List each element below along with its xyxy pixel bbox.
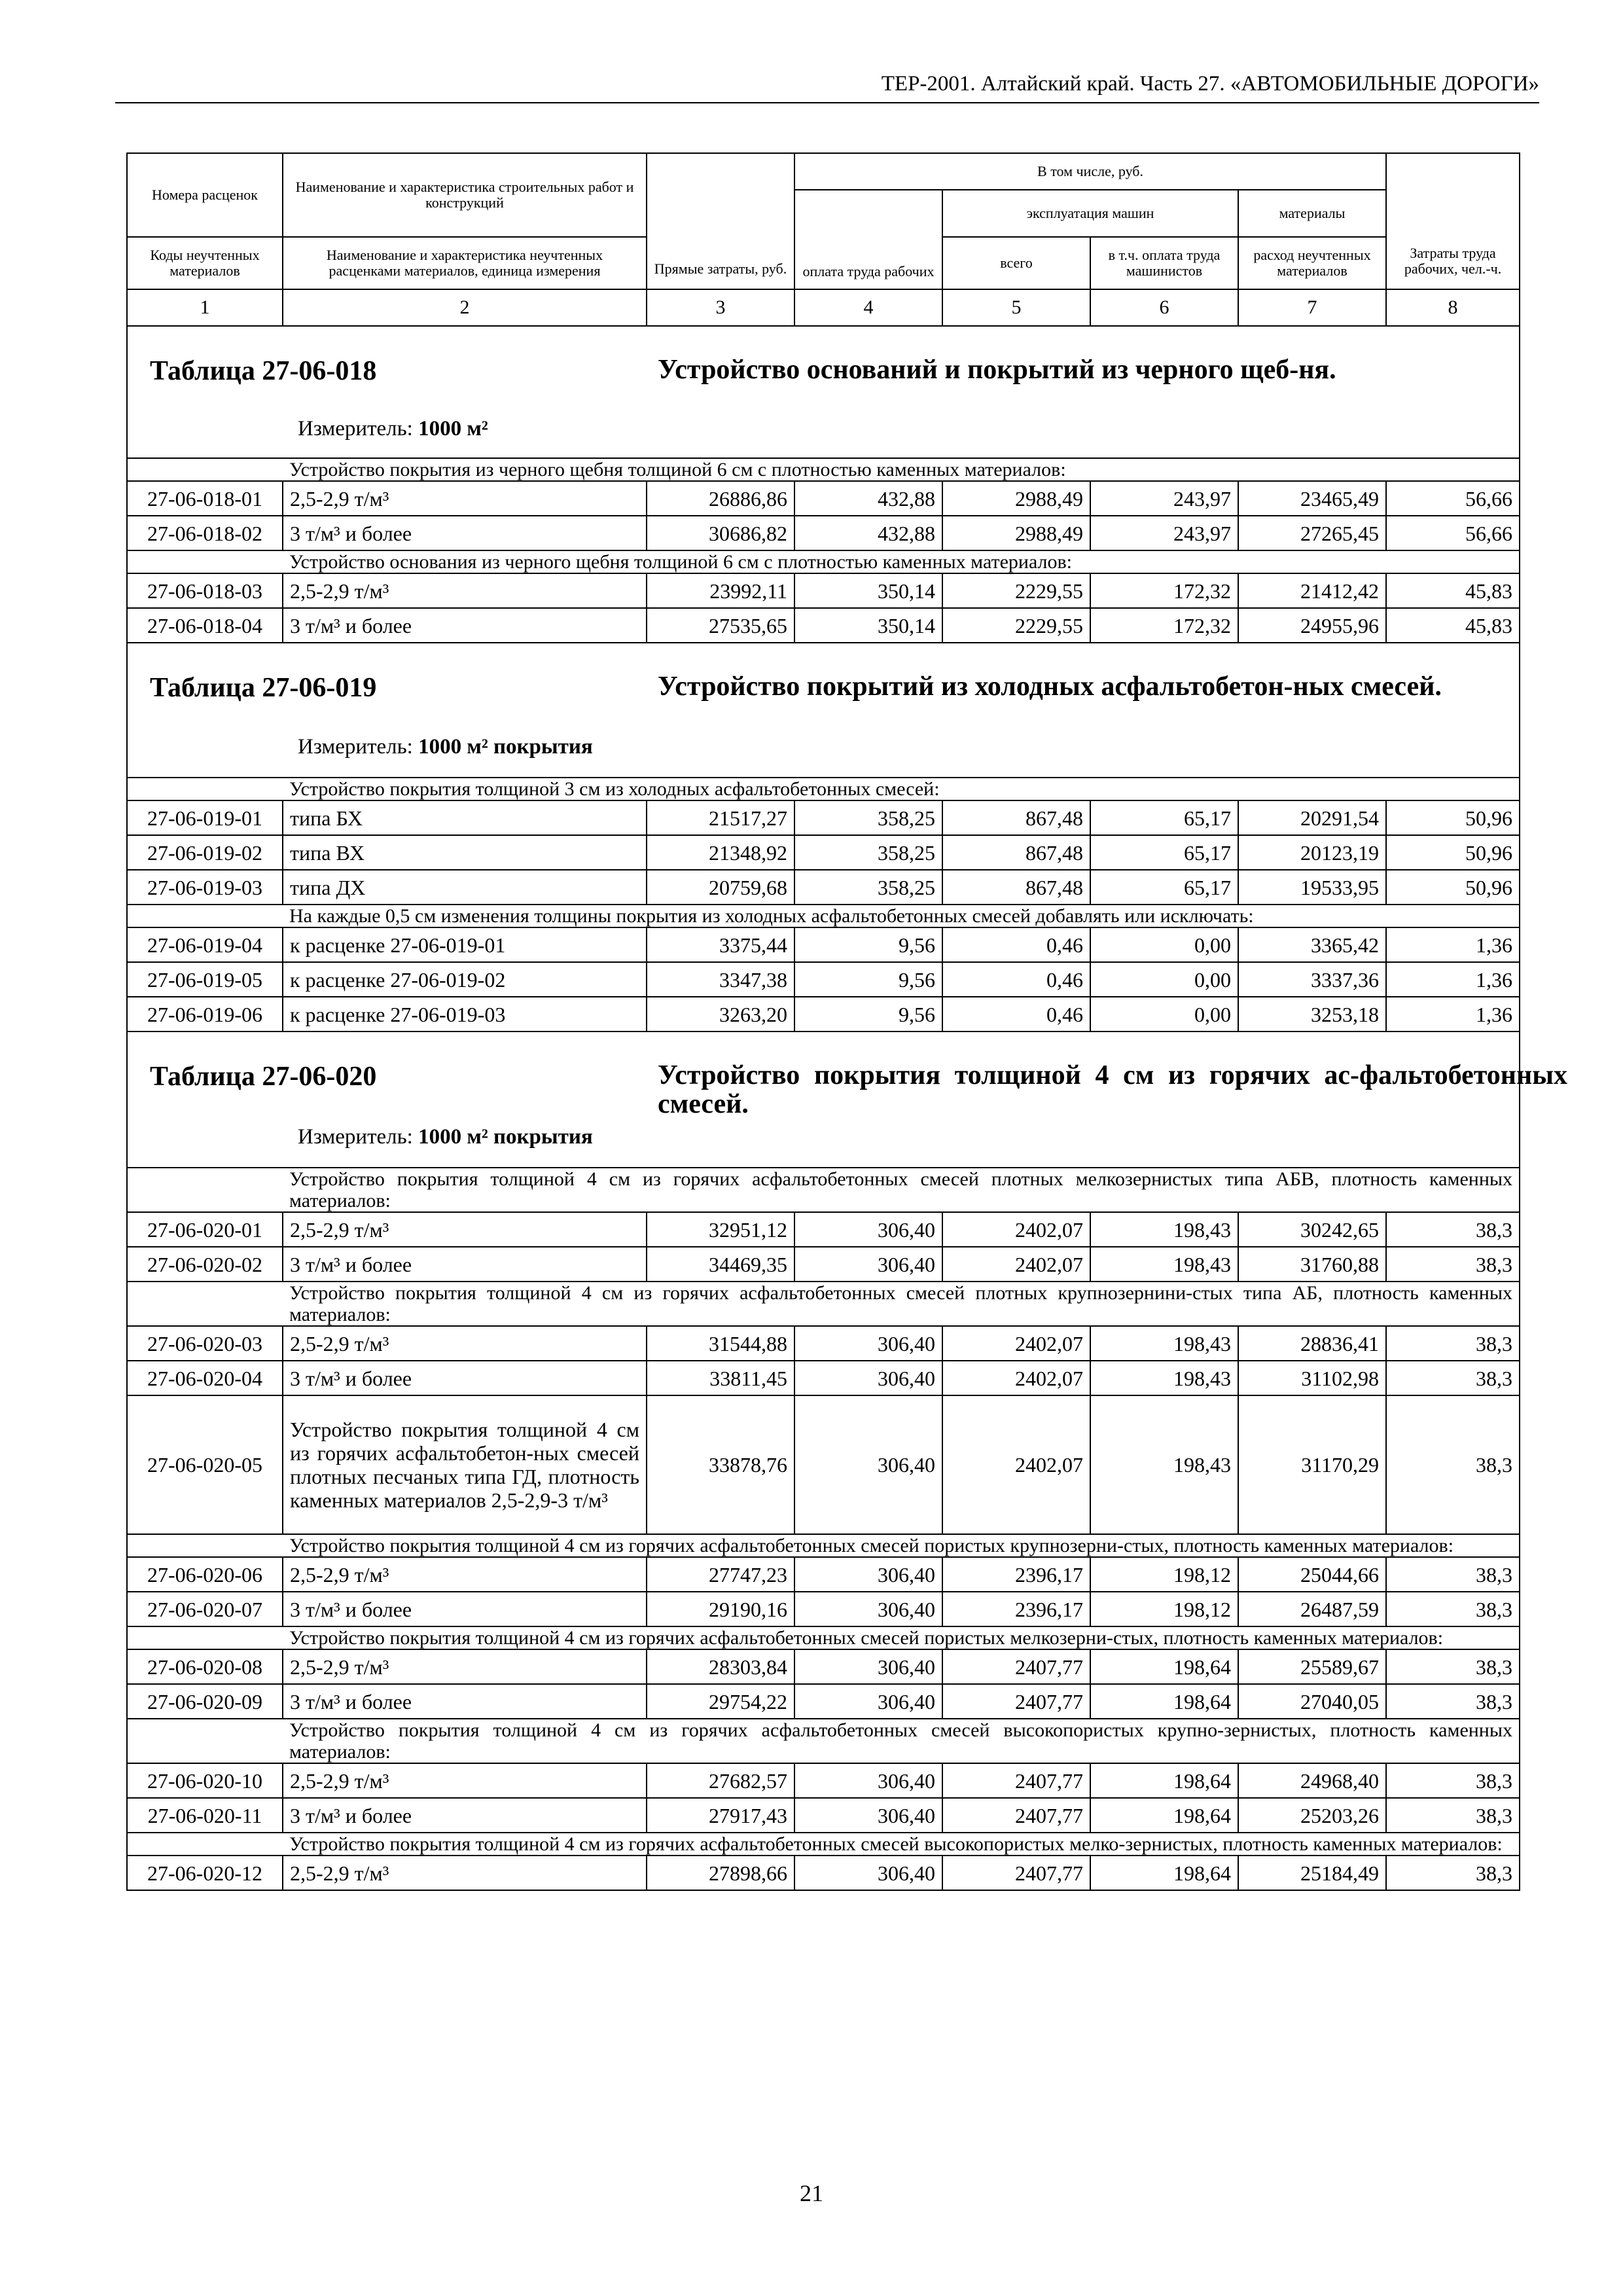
value-cell: 198,64 bbox=[1090, 1763, 1238, 1798]
value-cell: 28303,84 bbox=[647, 1649, 794, 1684]
table-row bbox=[127, 1592, 1520, 1626]
value-cell: 23465,49 bbox=[1238, 481, 1386, 516]
rate-code: 27-06-020-07 bbox=[127, 1592, 283, 1626]
value-cell: 350,14 bbox=[794, 573, 942, 608]
value-cell: 25203,26 bbox=[1238, 1798, 1386, 1833]
value-cell: 25044,66 bbox=[1238, 1557, 1386, 1592]
value-cell: 198,43 bbox=[1090, 1395, 1238, 1534]
value-cell: 21517,27 bbox=[647, 800, 794, 835]
rate-code: 27-06-019-04 bbox=[127, 927, 283, 962]
value-cell: 306,40 bbox=[794, 1361, 942, 1395]
value-cell: 306,40 bbox=[794, 1326, 942, 1361]
group-description: На каждые 0,5 см изменения толщины покрытия из холодных асфальтобетонных смесей добавлять или исключать: bbox=[283, 905, 1520, 927]
value-cell: 27682,57 bbox=[647, 1763, 794, 1798]
value-cell: 2229,55 bbox=[942, 573, 1090, 608]
group-description-spacer bbox=[127, 778, 283, 800]
group-description-row bbox=[127, 1719, 1520, 1763]
value-cell: 31760,88 bbox=[1238, 1247, 1386, 1282]
value-cell: 350,14 bbox=[794, 608, 942, 643]
value-cell: 33878,76 bbox=[647, 1395, 794, 1534]
value-cell: 0,46 bbox=[942, 997, 1090, 1031]
value-cell: 2988,49 bbox=[942, 481, 1090, 516]
table-name: Таблица 27-06-020 bbox=[150, 1062, 377, 1092]
rate-name: 2,5-2,9 т/м³ bbox=[283, 1856, 647, 1890]
group-description: Устройство покрытия толщиной 4 см из горячих асфальтобетонных смесей пористых мелкозерни-стых, плотность каменных материалов: bbox=[283, 1626, 1520, 1649]
table-row bbox=[127, 835, 1520, 870]
column-number: 5 bbox=[942, 289, 1090, 326]
group-description-row bbox=[127, 550, 1520, 573]
value-cell: 198,43 bbox=[1090, 1361, 1238, 1395]
value-cell: 38,3 bbox=[1386, 1212, 1520, 1247]
value-cell: 0,00 bbox=[1090, 997, 1238, 1031]
value-cell: 198,64 bbox=[1090, 1684, 1238, 1719]
value-cell: 27747,23 bbox=[647, 1557, 794, 1592]
table-title-block bbox=[134, 1032, 1567, 1167]
value-cell: 1,36 bbox=[1386, 962, 1520, 997]
value-cell: 38,3 bbox=[1386, 1592, 1520, 1626]
rate-code: 27-06-020-03 bbox=[127, 1326, 283, 1361]
table-row bbox=[127, 516, 1520, 550]
value-cell: 198,43 bbox=[1090, 1247, 1238, 1282]
col8-header: Затраты труда рабочих, чел.-ч. bbox=[1386, 153, 1520, 289]
value-cell: 9,56 bbox=[794, 997, 942, 1031]
table-row bbox=[127, 1856, 1520, 1890]
rate-code: 27-06-020-02 bbox=[127, 1247, 283, 1282]
table-title-row bbox=[127, 643, 1520, 778]
value-cell: 198,43 bbox=[1090, 1212, 1238, 1247]
value-cell: 9,56 bbox=[794, 962, 942, 997]
value-cell: 306,40 bbox=[794, 1763, 942, 1798]
column-number: 1 bbox=[127, 289, 283, 326]
column-number: 4 bbox=[794, 289, 942, 326]
value-cell: 27898,66 bbox=[647, 1856, 794, 1890]
table-row bbox=[127, 800, 1520, 835]
group-description: Устройство покрытия толщиной 4 см из горячих асфальтобетонных смесей высокопористых крупно-зернистых, плотность каменных материалов: bbox=[283, 1719, 1520, 1763]
rate-code: 27-06-020-08 bbox=[127, 1649, 283, 1684]
column-numbers-row bbox=[127, 289, 1520, 326]
measure-unit bbox=[298, 1125, 593, 1149]
rate-name: Устройство покрытия толщиной 4 см из горячих асфальтобетон-ных смесей плотных песчаных типа ГД, плотность каменных материалов 2,5-2,9-3 т/м³ bbox=[283, 1395, 647, 1534]
group-description: Устройство покрытия толщиной 4 см из горячих асфальтобетонных смесей пористых крупнозерни-стых, плотность каменных материалов: bbox=[283, 1534, 1520, 1557]
table-title-cell bbox=[127, 643, 1520, 778]
table-title-cell bbox=[127, 1031, 1567, 1168]
rate-name: 2,5-2,9 т/м³ bbox=[283, 1212, 647, 1247]
value-cell: 306,40 bbox=[794, 1592, 942, 1626]
value-cell: 306,40 bbox=[794, 1649, 942, 1684]
value-cell: 56,66 bbox=[1386, 481, 1520, 516]
col7-header: расход неучтенных материалов bbox=[1238, 237, 1386, 289]
value-cell: 198,64 bbox=[1090, 1856, 1238, 1890]
value-cell: 2402,07 bbox=[942, 1326, 1090, 1361]
rate-code: 27-06-018-02 bbox=[127, 516, 283, 550]
table-row bbox=[127, 481, 1520, 516]
rate-code: 27-06-020-01 bbox=[127, 1212, 283, 1247]
table-title-block bbox=[134, 643, 1512, 777]
group-description-spacer bbox=[127, 1833, 283, 1856]
rate-name: 3 т/м³ и более bbox=[283, 516, 647, 550]
group-description: Устройство покрытия толщиной 4 см из горячих асфальтобетонных смесей высокопористых мелко-зернистых, плотность каменных материалов: bbox=[283, 1833, 1520, 1856]
measure-unit bbox=[298, 417, 488, 441]
measure-unit-value: 1000 м² покрытия bbox=[418, 735, 593, 759]
table-body bbox=[127, 153, 1567, 1890]
rate-code: 27-06-018-04 bbox=[127, 608, 283, 643]
rate-name: 3 т/м³ и более bbox=[283, 1798, 647, 1833]
table-description: Устройство покрытий из холодных асфальтобетон-ных смесей. bbox=[658, 672, 1442, 702]
value-cell: 26886,86 bbox=[647, 481, 794, 516]
value-cell: 38,3 bbox=[1386, 1649, 1520, 1684]
value-cell: 2407,77 bbox=[942, 1649, 1090, 1684]
value-cell: 306,40 bbox=[794, 1395, 942, 1534]
table-title-block bbox=[134, 327, 1512, 457]
rate-code: 27-06-020-10 bbox=[127, 1763, 283, 1798]
group-description-row bbox=[127, 1168, 1520, 1212]
running-header: ТЕР-2001. Алтайский край. Часть 27. «АВТОМОБИЛЬНЫЕ ДОРОГИ» bbox=[115, 71, 1539, 103]
value-cell: 24968,40 bbox=[1238, 1763, 1386, 1798]
rate-name: к расценке 27-06-019-01 bbox=[283, 927, 647, 962]
value-cell: 20291,54 bbox=[1238, 800, 1386, 835]
value-cell: 306,40 bbox=[794, 1798, 942, 1833]
machines-header: эксплуатация машин bbox=[942, 190, 1238, 237]
group-description: Устройство покрытия из черного щебня толщиной 6 см с плотностью каменных материалов: bbox=[283, 458, 1520, 481]
table-row bbox=[127, 962, 1520, 997]
table-title-cell bbox=[127, 326, 1520, 458]
rate-name: 2,5-2,9 т/м³ bbox=[283, 481, 647, 516]
rate-code: 27-06-020-12 bbox=[127, 1856, 283, 1890]
group-description-row bbox=[127, 778, 1520, 800]
group-description-row bbox=[127, 1282, 1520, 1326]
group-description-spacer bbox=[127, 1534, 283, 1557]
materials-header: материалы bbox=[1238, 190, 1386, 237]
rate-code: 27-06-018-01 bbox=[127, 481, 283, 516]
table-row bbox=[127, 1247, 1520, 1282]
column-number: 8 bbox=[1386, 289, 1520, 326]
group-description-spacer bbox=[127, 905, 283, 927]
value-cell: 27040,05 bbox=[1238, 1684, 1386, 1719]
value-cell: 2402,07 bbox=[942, 1212, 1090, 1247]
column-number: 2 bbox=[283, 289, 647, 326]
rate-code: 27-06-020-05 bbox=[127, 1395, 283, 1534]
value-cell: 2407,77 bbox=[942, 1684, 1090, 1719]
value-cell: 38,3 bbox=[1386, 1856, 1520, 1890]
value-cell: 29190,16 bbox=[647, 1592, 794, 1626]
value-cell: 2402,07 bbox=[942, 1247, 1090, 1282]
rate-code: 27-06-020-09 bbox=[127, 1684, 283, 1719]
value-cell: 358,25 bbox=[794, 835, 942, 870]
measure-unit-value: 1000 м² bbox=[418, 417, 488, 440]
value-cell: 50,96 bbox=[1386, 835, 1520, 870]
value-cell: 172,32 bbox=[1090, 608, 1238, 643]
rate-name: 2,5-2,9 т/м³ bbox=[283, 573, 647, 608]
value-cell: 3365,42 bbox=[1238, 927, 1386, 962]
value-cell: 38,3 bbox=[1386, 1326, 1520, 1361]
value-cell: 198,43 bbox=[1090, 1326, 1238, 1361]
group-description-row bbox=[127, 1534, 1520, 1557]
measure-unit-label: Измеритель: bbox=[298, 1125, 413, 1149]
rate-code: 27-06-020-06 bbox=[127, 1557, 283, 1592]
rate-name: 3 т/м³ и более bbox=[283, 1247, 647, 1282]
value-cell: 2407,77 bbox=[942, 1798, 1090, 1833]
rate-code: 27-06-020-04 bbox=[127, 1361, 283, 1395]
value-cell: 27265,45 bbox=[1238, 516, 1386, 550]
col5-header: всего bbox=[942, 237, 1090, 289]
value-cell: 172,32 bbox=[1090, 573, 1238, 608]
table-name: Таблица 27-06-019 bbox=[150, 673, 377, 703]
table-name: Таблица 27-06-018 bbox=[150, 356, 377, 386]
rate-code: 27-06-019-06 bbox=[127, 997, 283, 1031]
value-cell: 23992,11 bbox=[647, 573, 794, 608]
value-cell: 45,83 bbox=[1386, 608, 1520, 643]
rate-name: типа ВХ bbox=[283, 835, 647, 870]
value-cell: 2402,07 bbox=[942, 1395, 1090, 1534]
value-cell: 358,25 bbox=[794, 800, 942, 835]
rate-name: 2,5-2,9 т/м³ bbox=[283, 1557, 647, 1592]
group-description-spacer bbox=[127, 1719, 283, 1763]
rate-name: к расценке 27-06-019-02 bbox=[283, 962, 647, 997]
value-cell: 27917,43 bbox=[647, 1798, 794, 1833]
group-description-row bbox=[127, 1626, 1520, 1649]
value-cell: 432,88 bbox=[794, 516, 942, 550]
value-cell: 31544,88 bbox=[647, 1326, 794, 1361]
value-cell: 3337,36 bbox=[1238, 962, 1386, 997]
value-cell: 243,97 bbox=[1090, 481, 1238, 516]
value-cell: 25184,49 bbox=[1238, 1856, 1386, 1890]
col2-top-header: Наименование и характеристика строительных работ и конструкций bbox=[283, 153, 647, 237]
value-cell: 2988,49 bbox=[942, 516, 1090, 550]
value-cell: 306,40 bbox=[794, 1212, 942, 1247]
rates-table bbox=[126, 152, 1567, 1891]
value-cell: 34469,35 bbox=[647, 1247, 794, 1282]
column-number: 6 bbox=[1090, 289, 1238, 326]
value-cell: 21348,92 bbox=[647, 835, 794, 870]
value-cell: 2407,77 bbox=[942, 1856, 1090, 1890]
rate-name: 3 т/м³ и более bbox=[283, 608, 647, 643]
col1-top-header: Номера расценок bbox=[127, 153, 283, 237]
value-cell: 306,40 bbox=[794, 1684, 942, 1719]
table-row bbox=[127, 1649, 1520, 1684]
value-cell: 306,40 bbox=[794, 1557, 942, 1592]
col1-bottom-header: Коды неучтенных материалов bbox=[127, 237, 283, 289]
measure-unit-label: Измеритель: bbox=[298, 417, 413, 440]
value-cell: 30686,82 bbox=[647, 516, 794, 550]
value-cell: 9,56 bbox=[794, 927, 942, 962]
group-description-row bbox=[127, 458, 1520, 481]
value-cell: 0,00 bbox=[1090, 927, 1238, 962]
rate-code: 27-06-020-11 bbox=[127, 1798, 283, 1833]
value-cell: 2396,17 bbox=[942, 1557, 1090, 1592]
table-description: Устройство оснований и покрытий из черного щеб-ня. bbox=[658, 355, 1336, 385]
col2-bottom-header: Наименование и характеристика неучтенных расценками материалов, единица измерения bbox=[283, 237, 647, 289]
table-row bbox=[127, 1326, 1520, 1361]
value-cell: 27535,65 bbox=[647, 608, 794, 643]
value-cell: 50,96 bbox=[1386, 870, 1520, 905]
value-cell: 38,3 bbox=[1386, 1361, 1520, 1395]
group-description-spacer bbox=[127, 1626, 283, 1649]
table-row bbox=[127, 608, 1520, 643]
rate-name: к расценке 27-06-019-03 bbox=[283, 997, 647, 1031]
rate-name: типа БХ bbox=[283, 800, 647, 835]
value-cell: 3253,18 bbox=[1238, 997, 1386, 1031]
value-cell: 38,3 bbox=[1386, 1798, 1520, 1833]
value-cell: 198,64 bbox=[1090, 1798, 1238, 1833]
value-cell: 65,17 bbox=[1090, 835, 1238, 870]
table-row bbox=[127, 1684, 1520, 1719]
group-description-spacer bbox=[127, 550, 283, 573]
value-cell: 32951,12 bbox=[647, 1212, 794, 1247]
col3-header: Прямые затраты, руб. bbox=[647, 153, 794, 289]
rate-code: 27-06-019-05 bbox=[127, 962, 283, 997]
value-cell: 867,48 bbox=[942, 870, 1090, 905]
table-row bbox=[127, 927, 1520, 962]
value-cell: 19533,95 bbox=[1238, 870, 1386, 905]
group-description-spacer bbox=[127, 458, 283, 481]
column-number: 7 bbox=[1238, 289, 1386, 326]
rate-name: типа ДХ bbox=[283, 870, 647, 905]
rate-code: 27-06-018-03 bbox=[127, 573, 283, 608]
column-number: 3 bbox=[647, 289, 794, 326]
table-row bbox=[127, 1361, 1520, 1395]
value-cell: 3347,38 bbox=[647, 962, 794, 997]
table-description: Устройство покрытия толщиной 4 см из горячих ас-фальтобетонных смесей. bbox=[658, 1060, 1567, 1119]
group-header: В том числе, руб. bbox=[794, 153, 1386, 190]
measure-unit bbox=[298, 735, 593, 759]
table-row bbox=[127, 1212, 1520, 1247]
value-cell: 38,3 bbox=[1386, 1684, 1520, 1719]
value-cell: 0,00 bbox=[1090, 962, 1238, 997]
value-cell: 38,3 bbox=[1386, 1395, 1520, 1534]
value-cell: 306,40 bbox=[794, 1247, 942, 1282]
value-cell: 2402,07 bbox=[942, 1361, 1090, 1395]
value-cell: 2396,17 bbox=[942, 1592, 1090, 1626]
value-cell: 3263,20 bbox=[647, 997, 794, 1031]
value-cell: 38,3 bbox=[1386, 1557, 1520, 1592]
value-cell: 358,25 bbox=[794, 870, 942, 905]
col6-header: в т.ч. оплата труда машинистов bbox=[1090, 237, 1238, 289]
value-cell: 29754,22 bbox=[647, 1684, 794, 1719]
value-cell: 20759,68 bbox=[647, 870, 794, 905]
page-number: 21 bbox=[800, 2180, 823, 2206]
value-cell: 50,96 bbox=[1386, 800, 1520, 835]
rate-name: 3 т/м³ и более bbox=[283, 1684, 647, 1719]
value-cell: 1,36 bbox=[1386, 927, 1520, 962]
group-description-spacer bbox=[127, 1168, 283, 1212]
value-cell: 198,12 bbox=[1090, 1557, 1238, 1592]
measure-unit-value: 1000 м² покрытия bbox=[418, 1125, 593, 1149]
value-cell: 306,40 bbox=[794, 1856, 942, 1890]
value-cell: 25589,67 bbox=[1238, 1649, 1386, 1684]
value-cell: 20123,19 bbox=[1238, 835, 1386, 870]
table-title-row bbox=[127, 326, 1520, 458]
rate-name: 2,5-2,9 т/м³ bbox=[283, 1326, 647, 1361]
value-cell: 30242,65 bbox=[1238, 1212, 1386, 1247]
value-cell: 21412,42 bbox=[1238, 573, 1386, 608]
value-cell: 45,83 bbox=[1386, 573, 1520, 608]
value-cell: 867,48 bbox=[942, 800, 1090, 835]
value-cell: 0,46 bbox=[942, 962, 1090, 997]
value-cell: 56,66 bbox=[1386, 516, 1520, 550]
rate-name: 3 т/м³ и более bbox=[283, 1592, 647, 1626]
value-cell: 2407,77 bbox=[942, 1763, 1090, 1798]
measure-unit-label: Измеритель: bbox=[298, 735, 413, 759]
rate-code: 27-06-019-01 bbox=[127, 800, 283, 835]
rate-code: 27-06-019-02 bbox=[127, 835, 283, 870]
value-cell: 3375,44 bbox=[647, 927, 794, 962]
value-cell: 1,36 bbox=[1386, 997, 1520, 1031]
group-description-row bbox=[127, 1833, 1520, 1856]
rate-name: 3 т/м³ и более bbox=[283, 1361, 647, 1395]
group-description-row bbox=[127, 905, 1520, 927]
header-row-1 bbox=[127, 153, 1520, 190]
value-cell: 33811,45 bbox=[647, 1361, 794, 1395]
value-cell: 65,17 bbox=[1090, 870, 1238, 905]
table-row bbox=[127, 1763, 1520, 1798]
value-cell: 26487,59 bbox=[1238, 1592, 1386, 1626]
value-cell: 198,64 bbox=[1090, 1649, 1238, 1684]
value-cell: 867,48 bbox=[942, 835, 1090, 870]
rate-name: 2,5-2,9 т/м³ bbox=[283, 1763, 647, 1798]
group-description-spacer bbox=[127, 1282, 283, 1326]
value-cell: 38,3 bbox=[1386, 1247, 1520, 1282]
table-row bbox=[127, 870, 1520, 905]
value-cell: 0,46 bbox=[942, 927, 1090, 962]
group-description: Устройство покрытия толщиной 3 см из холодных асфальтобетонных смесей: bbox=[283, 778, 1520, 800]
group-description: Устройство основания из черного щебня толщиной 6 см с плотностью каменных материалов: bbox=[283, 550, 1520, 573]
table-row bbox=[127, 573, 1520, 608]
table-title-row bbox=[127, 1031, 1520, 1168]
value-cell: 38,3 bbox=[1386, 1763, 1520, 1798]
rate-name: 2,5-2,9 т/м³ bbox=[283, 1649, 647, 1684]
table-row bbox=[127, 1557, 1520, 1592]
group-description: Устройство покрытия толщиной 4 см из горячих асфальтобетонных смесей плотных мелкозернистых типа АБВ, плотность каменных материалов: bbox=[283, 1168, 1520, 1212]
value-cell: 31102,98 bbox=[1238, 1361, 1386, 1395]
col4-header: оплата труда рабочих bbox=[794, 190, 942, 289]
rate-code: 27-06-019-03 bbox=[127, 870, 283, 905]
value-cell: 432,88 bbox=[794, 481, 942, 516]
table-row bbox=[127, 1798, 1520, 1833]
value-cell: 31170,29 bbox=[1238, 1395, 1386, 1534]
value-cell: 2229,55 bbox=[942, 608, 1090, 643]
value-cell: 198,12 bbox=[1090, 1592, 1238, 1626]
table-row bbox=[127, 1395, 1520, 1534]
value-cell: 65,17 bbox=[1090, 800, 1238, 835]
table-row bbox=[127, 997, 1520, 1031]
group-description: Устройство покрытия толщиной 4 см из горячих асфальтобетонных смесей плотных крупнозернини-стых типа АБ, плотность каменных материалов: bbox=[283, 1282, 1520, 1326]
value-cell: 24955,96 bbox=[1238, 608, 1386, 643]
value-cell: 243,97 bbox=[1090, 516, 1238, 550]
value-cell: 28836,41 bbox=[1238, 1326, 1386, 1361]
